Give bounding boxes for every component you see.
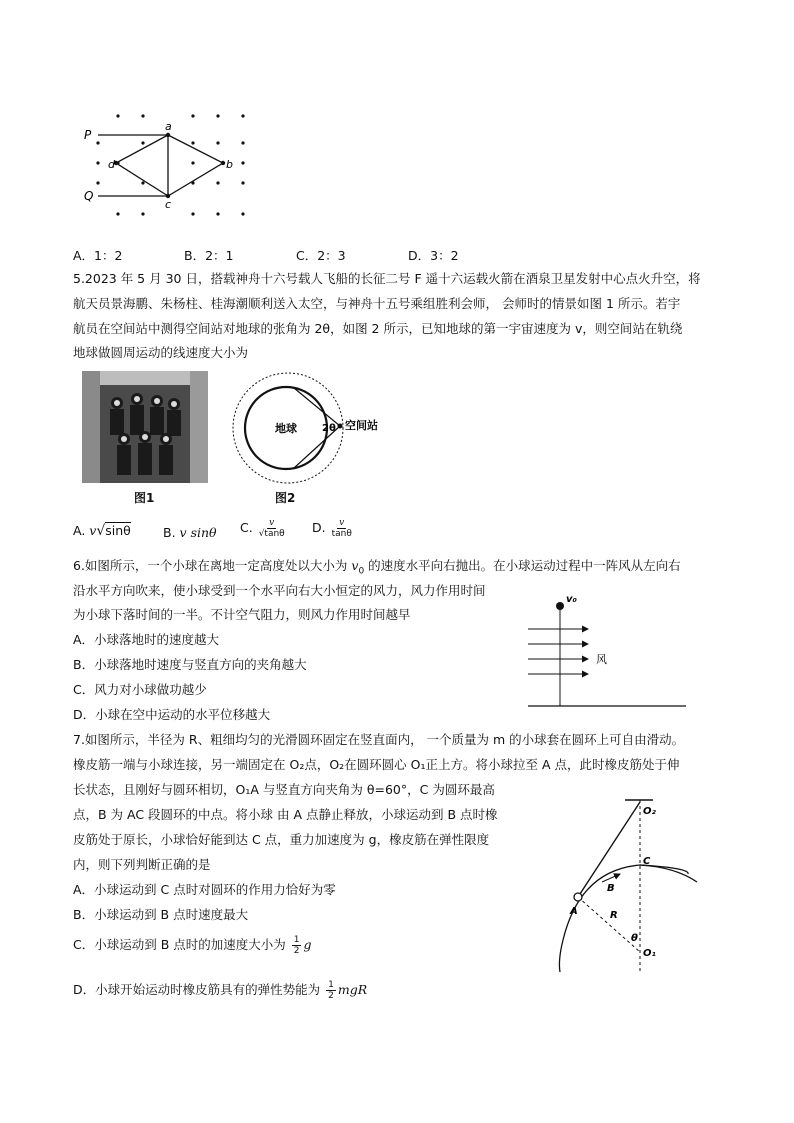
q7-option-d [73,980,367,1001]
q6-line-2: 沿水平方向吹来，使小球受到一个水平向右大小恒定的风力，风力作用时间 [73,583,486,598]
q7-option-c [73,935,311,956]
q4-option-a: A．1：2 [73,248,123,263]
q5-fig1-photo [82,371,208,483]
q7-line-2: 橡皮筋一端与小球连接，另一端固定在 O₂点，O₂在圆环圆心 O₁正上方。将小球拉至 A 点，此时橡皮筋处于伸 [73,757,680,772]
q5-option-c [240,518,287,539]
q6-line-3: 为小球下落时间的一半。不计空气阻力，则风力作用时间越早 [73,607,411,622]
q5-fig1-caption: 图1 [134,491,155,505]
q7-line-3: 长状态，且刚好与圆环相切，O₁A 与竖直方向夹角为 θ=60°，C 为圆环最高 [73,782,495,797]
q6-wind-label: 风 [596,653,607,666]
q6-line-1-sub: 0 [358,566,365,577]
q6-option-d: D．小球在空中运动的水平位移越大 [73,707,271,722]
q5-station-label: 空间站 [345,419,378,432]
q5-option-a [73,523,131,539]
q5-option-a-sqrt: √ [96,523,106,539]
q7-option-c-text: C．小球运动到 B 点时的加速度大小为 [73,937,290,952]
q7-option-d-text: D．小球开始运动时橡皮筋具有的弹性势能为 [73,982,325,997]
q7-line-5: 皮筋处于原长，小球恰好能到达 C 点，重力加速度为 g，橡皮筋在弹性限度 [73,832,490,847]
q6-v0-label: v₀ [566,594,577,605]
q5-option-d [312,518,354,539]
q7-line-4: 点，B 为 AC 段圆环的中点。将小球 由 A 点静止释放，小球运动到 B 点时橡 [73,807,498,822]
q5-line-4: 地球做圆周运动的线速度大小为 [73,345,249,360]
q4-figure [78,108,248,226]
q5-option-b-text: v sinθ [179,525,217,540]
q5-option-d-numerator: v [339,518,345,528]
q5-option-d-fraction [332,518,352,539]
q4-label-b: b [226,158,233,171]
q5-option-d-prefix: D. [312,520,330,535]
q5-option-c-fraction [259,518,285,539]
q5-fig2-caption: 图2 [275,491,296,505]
q5-option-c-numerator: v [269,518,275,528]
q6-line-1-v: v [351,558,359,573]
q5-option-a-radicand: sinθ [105,523,131,538]
q4-option-d: D．3：2 [408,248,459,263]
q4-label-c: c [165,198,172,211]
q5-line-1: 5.2023 年 5 月 30 日，搭载神舟十六号载人飞船的长征二号 F 遥十六运载火箭在酒泉卫星发射中心点火升空，将 [73,271,701,286]
q5-fig2-diagram [228,368,388,488]
q7-option-a: A．小球运动到 C 点时对圆环的作用力恰好为零 [73,882,336,897]
q7-figure [540,790,720,980]
q7-line-1: 7.如图所示，半径为 R、粗细均匀的光滑圆环固定在竖直面内， 一个质量为 m 的小球套在圆环上可自由滑动。 [73,732,685,747]
q5-option-a-prefix: A. [73,523,90,538]
q7-option-d-numerator: 1 [328,980,334,990]
q5-angle-label: 2θ [322,423,336,434]
q5-option-b [163,525,217,540]
q7-label-O1: O₁ [643,948,656,959]
q5-earth-label: 地球 [275,422,297,435]
q7-option-d-fraction [326,980,336,1001]
q7-label-R: R [610,910,618,921]
q5-option-d-denominator: tanθ [331,529,352,539]
q6-line-1 [73,557,681,581]
q7-option-d-denominator: 2 [328,991,334,1001]
q6-option-c: C．风力对小球做功越少 [73,682,207,697]
q6-option-a: A．小球落地时的速度越大 [73,632,220,647]
q5-option-c-denominator: √tanθ [258,529,285,539]
q4-option-b: B．2：1 [184,248,234,263]
q6-line-1-a: 6.如图所示，一个小球在离地一定高度处以大小为 [73,558,352,573]
q7-option-c-numerator: 1 [293,935,300,945]
q5-fig1-crew-illustration [82,371,208,483]
q7-line-6: 内，则下列判断正确的是 [73,857,211,872]
q5-option-a-v: v [89,523,97,538]
q7-option-b: B．小球运动到 B 点时速度最大 [73,907,249,922]
q7-label-B: B [607,883,615,894]
q7-label-theta: θ [631,933,638,944]
q6-line-1-b: 的速度水平向右抛出。在小球运动过程中一阵风从左向右 [364,558,681,573]
q4-option-c: C．2：3 [296,248,346,263]
q5-line-2: 航天员景海鹏、朱杨柱、桂海潮顺利送入太空，与神舟十五号乘组胜利会师， 会师时的情景如图 1 所示。若宇 [73,296,681,311]
q5-option-b-prefix: B. [163,525,180,540]
q6-figure [528,588,688,710]
q4-label-a: a [165,120,172,133]
q7-option-c-g: g [303,937,312,952]
q6-option-b: B．小球落地时速度与竖直方向的夹角越大 [73,657,307,672]
q7-option-c-denominator: 2 [293,946,300,956]
q7-option-d-tail: mgR [337,982,368,997]
q7-label-C: C [643,856,651,867]
q4-label-P: P [84,128,92,142]
q7-label-A: A [570,906,578,917]
q4-label-Q: Q [84,189,94,203]
q5-option-c-prefix: C. [240,520,257,535]
q7-option-c-fraction [292,935,302,956]
q4-label-d: d [108,158,115,171]
q5-line-3: 航员在空间站中测得空间站对地球的张角为 2θ，如图 2 所示，已知地球的第一宇宙速度为 v，则空间站在轨绕 [73,321,683,336]
q7-label-O2: O₂ [643,806,656,817]
